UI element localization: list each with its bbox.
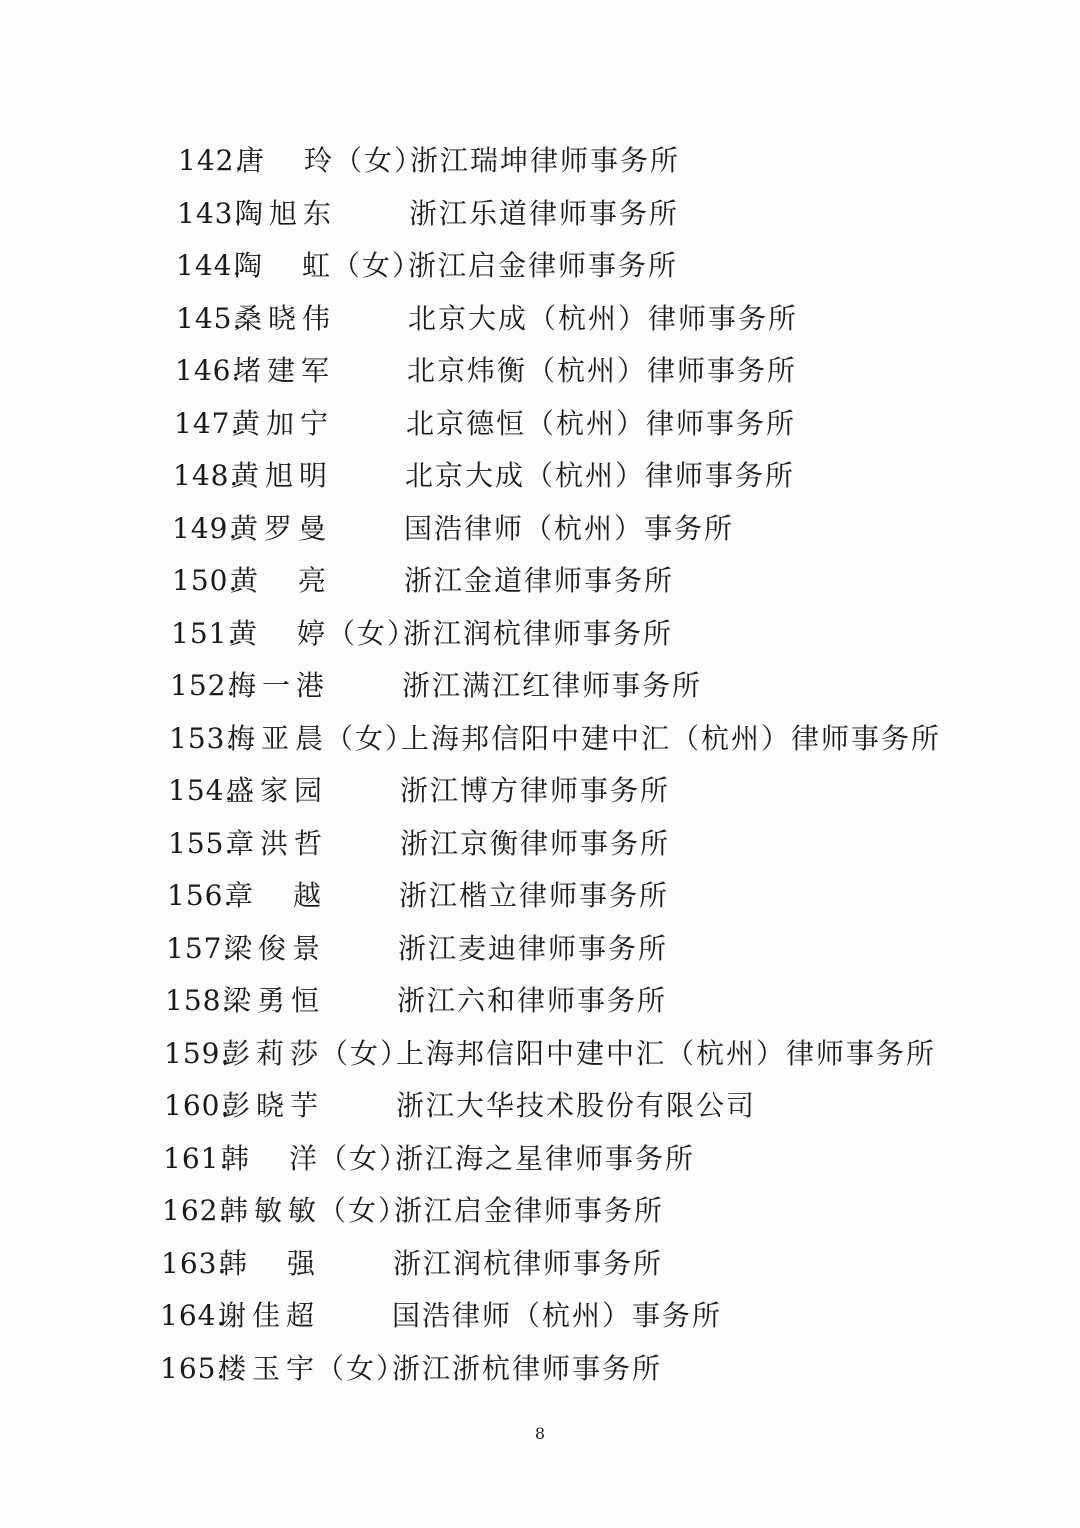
entry-name: 黄加宁 — [232, 407, 330, 440]
entry-gender: （女） — [332, 249, 423, 282]
entry-number: 152. — [170, 669, 237, 702]
entry-firm: 浙江大华技术股份有限公司 — [396, 1089, 757, 1122]
entry-number: 165. — [160, 1352, 227, 1385]
list-item — [171, 610, 673, 658]
entry-name: 梅亚晨 — [227, 722, 325, 755]
list-item — [164, 1082, 756, 1130]
entry-firm: 浙江润杭律师事务所 — [403, 617, 674, 650]
entry-number: 147. — [174, 407, 241, 440]
list-item — [167, 872, 669, 920]
entry-firm: 浙江博方律师事务所 — [400, 774, 671, 807]
entry-firm: 北京德恒（杭州）律师事务所 — [406, 407, 797, 440]
entry-name: 梁勇恒 — [223, 984, 321, 1017]
entry-firm: 浙江润杭律师事务所 — [393, 1247, 664, 1280]
entry-name: 桑晓伟 — [234, 302, 332, 335]
entry-firm: 北京大成（杭州）律师事务所 — [408, 302, 799, 335]
entry-number: 155. — [168, 827, 235, 860]
entry-firm: 浙江京衡律师事务所 — [400, 827, 671, 860]
entry-firm: 浙江瑞坤律师事务所 — [410, 144, 681, 177]
list-item — [172, 505, 734, 553]
list-item — [161, 1240, 663, 1288]
list-item — [176, 295, 798, 343]
page-number: 8 — [534, 1424, 546, 1443]
entry-gender: （女） — [318, 1194, 409, 1227]
entry-firm: 浙江启金律师事务所 — [408, 249, 679, 282]
entry-number: 148. — [173, 459, 240, 492]
entry-name: 陶旭东 — [235, 197, 333, 230]
entry-name: 梁俊景 — [224, 932, 322, 965]
list-item — [175, 347, 797, 395]
entry-firm: 浙江启金律师事务所 — [394, 1194, 665, 1227]
entry-name: 黄 婷 — [229, 617, 327, 650]
entry-firm: 浙江浙杭律师事务所 — [392, 1352, 663, 1385]
entry-number: 153. — [169, 722, 236, 755]
entry-number: 143. — [177, 197, 244, 230]
list-item — [174, 400, 796, 448]
entry-firm: 北京大成（杭州）律师事务所 — [405, 459, 796, 492]
entry-number: 160. — [164, 1089, 231, 1122]
list-item — [168, 820, 670, 868]
list-item — [160, 1292, 722, 1340]
entry-number: 154. — [168, 774, 235, 807]
list-item — [168, 767, 670, 815]
list-item — [160, 1345, 662, 1393]
entry-firm: 国浩律师（杭州）事务所 — [404, 512, 735, 545]
entry-firm: 浙江乐道律师事务所 — [409, 197, 680, 230]
entry-number: 161. — [163, 1142, 230, 1175]
entry-firm: 上海邦信阳中建中汇（杭州）律师事务所 — [401, 722, 942, 755]
list-item — [165, 977, 667, 1025]
entry-firm: 上海邦信阳中建中汇（杭州）律师事务所 — [396, 1037, 937, 1070]
entry-firm: 国浩律师（杭州）事务所 — [392, 1299, 723, 1332]
entry-gender: （女） — [327, 617, 418, 650]
entry-firm: 浙江楷立律师事务所 — [399, 879, 670, 912]
list-item — [166, 925, 668, 973]
list-item — [177, 190, 679, 238]
list-item — [169, 715, 941, 763]
entry-number: 162. — [162, 1194, 229, 1227]
list-item — [164, 1030, 936, 1078]
entry-gender: （女） — [325, 722, 416, 755]
list-item — [172, 557, 674, 605]
entry-gender: （女） — [320, 1037, 411, 1070]
entry-name: 盛家园 — [226, 774, 324, 807]
entry-name: 彭莉莎 — [222, 1037, 320, 1070]
entry-number: 158. — [165, 984, 232, 1017]
entry-number: 144. — [176, 249, 243, 282]
entry-name: 楼玉宇 — [218, 1352, 316, 1385]
entry-number: 156. — [167, 879, 234, 912]
entry-number: 142. — [178, 144, 245, 177]
entry-name: 彭晓芋 — [222, 1089, 320, 1122]
entry-number: 151. — [171, 617, 238, 650]
entry-number: 164. — [160, 1299, 227, 1332]
entry-firm: 北京炜衡（杭州）律师事务所 — [407, 354, 798, 387]
entry-firm: 浙江金道律师事务所 — [404, 564, 675, 597]
entry-number: 145. — [176, 302, 243, 335]
entry-firm: 浙江麦迪律师事务所 — [398, 932, 669, 965]
entry-name: 陶 虹 — [234, 249, 332, 282]
entry-gender: （女） — [334, 144, 425, 177]
entry-name: 唐 玲 — [236, 144, 334, 177]
list-item — [178, 137, 680, 185]
entry-gender: （女） — [316, 1352, 407, 1385]
entry-number: 149. — [172, 512, 239, 545]
entry-name: 黄旭明 — [231, 459, 329, 492]
entry-name: 韩 强 — [219, 1247, 317, 1280]
entry-gender: （女） — [319, 1142, 410, 1175]
entry-name: 章 越 — [225, 879, 323, 912]
entry-name: 梅一港 — [228, 669, 326, 702]
entry-name: 章洪哲 — [226, 827, 324, 860]
list-item — [176, 242, 678, 290]
entry-number: 157. — [166, 932, 233, 965]
entry-name: 黄 亮 — [230, 564, 328, 597]
entry-name: 韩 洋 — [221, 1142, 319, 1175]
entry-name: 谢佳超 — [218, 1299, 316, 1332]
entry-name: 堵建军 — [233, 354, 331, 387]
list-item — [173, 452, 795, 500]
entry-firm: 浙江六和律师事务所 — [397, 984, 668, 1017]
entry-name: 黄罗曼 — [230, 512, 328, 545]
list-item — [162, 1187, 664, 1235]
entry-number: 159. — [164, 1037, 231, 1070]
entry-firm: 浙江满江红律师事务所 — [402, 669, 703, 702]
list-item — [170, 662, 702, 710]
entry-number: 163. — [161, 1247, 228, 1280]
list-item — [163, 1135, 695, 1183]
entry-number: 150. — [172, 564, 239, 597]
entry-name: 韩敏敏 — [220, 1194, 318, 1227]
entry-number: 146. — [175, 354, 242, 387]
entry-firm: 浙江海之星律师事务所 — [395, 1142, 696, 1175]
